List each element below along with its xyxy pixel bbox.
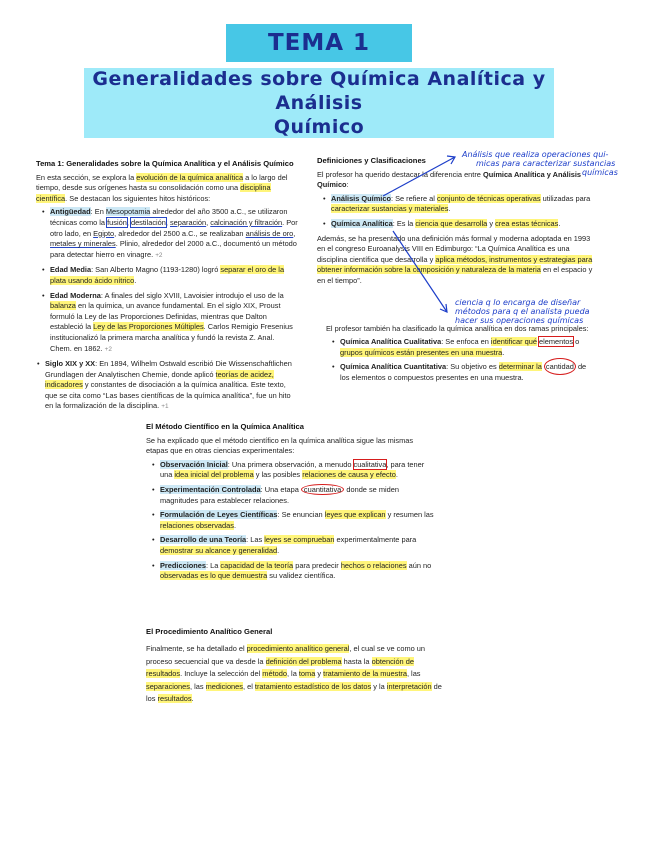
list-item: • Antigüedad: En Mesopotamia alrededor del año 3500 a.C., se utilizaron técnicas como la fusión, destilación, separación, calcinación y filtración. Por otro lado, en Egipto, alrededor del 2500 a.C., se realizaban análisis de oro, metales y minerales. Plinio, alrededor del 2000 a.C., documentó un método para detectar hierro en vinagre. +2: [41, 207, 298, 261]
arrow-line-1: [383, 157, 455, 196]
handwritten-note-2: ciencia q lo encarga de diseñar métodos para q el analista pueda hacer sus operaciones químicas: [455, 298, 590, 325]
method-heading: El Método Científico en la Química Analítica: [146, 422, 304, 431]
list-item: • Formulación de Leyes Científicas: Se enuncian leyes que explican y resumen las relaciones observadas.: [151, 510, 436, 531]
page-title: Generalidades sobre Química Analítica y Análisis Químico: [92, 68, 546, 138]
list-item: • Desarrollo de una Teoría: Las leyes se comprueban experimentalmente para demostrar su alcance y generalidad.: [151, 535, 436, 556]
list-item: • Experimentación Controlada: Una etapa cuantitativa donde se miden magnitudes para establecer relaciones.: [151, 485, 436, 506]
list-item: • Química Analítica: Es la ciencia que desarrolla y crea estas técnicas.: [322, 219, 597, 230]
definitions-heading: Definiciones y Clasificaciones: [317, 156, 426, 165]
history-heading: Tema 1: Generalidades sobre la Química Analítica y el Análisis Químico: [36, 159, 294, 168]
arrow-line-2: [393, 231, 447, 312]
list-item: • Edad Media: San Alberto Magno (1193-1280) logró separar el oro de la plata usando ácido nítrico.: [41, 265, 298, 286]
list-item: • Análisis Químico: Se refiere al conjunto de técnicas operativas utilizadas para caracterizar sustancias y materiales.: [322, 194, 597, 215]
list-item: • Predicciones: La capacidad de la teoría para predecir hechos o relaciones aún no observadas es lo que demuestra su validez científica.: [151, 561, 436, 582]
formal-definition: Además, se ha presentado una definición más formal y moderna adoptada en 1993 en el congreso Euroanalysis VIII en Edimburgo: “La Química Analítica es una disciplina científica que desarrolla y aplica métodos, instrumentos y estrategias para obtener información sobre la composición y naturaleza de la materia en el espacio y en el tiempo”.: [317, 233, 593, 285]
comment-meta: +1: [161, 403, 169, 411]
list-item: • Química Analítica Cualitativa: Se enfoca en identificar qué elementos o grupos químicos están presentes en una muestra.: [331, 337, 597, 358]
list-item: • Observación Inicial: Una primera observación, a menudo cualitativa, para tener una idea inicial del problema y las posibles relaciones de causa y efecto.: [151, 460, 436, 481]
method-intro: Se ha explicado que el método científico en la química analítica sigue las mismas etapas que en otras ciencias experimentales:: [146, 435, 414, 456]
comment-meta: +2: [104, 345, 112, 353]
comment-meta: +2: [155, 251, 163, 259]
tema-label: TEMA 1: [267, 30, 371, 56]
procedure-heading: El Procedimiento Analítico General: [146, 627, 273, 636]
history-intro: En esta sección, se explora la evolución de la química analítica a lo largo del tiempo, desde sus orígenes hasta su consolidación como una disciplina científica. Se destacan los siguientes hitos históricos:: [36, 172, 288, 203]
list-item: • Siglo XIX y XX: En 1894, Wilhelm Ostwald escribió Die Wissenschaftlichen Grundlagen der Analytischen Chemie, donde aplicó teorías de acidez, indicadores y constantes de disociación a la química analítica. Este texto, que se cita como “Las bases científicas de la química analítica”, fue un hito en la formalización de la disciplina. +1: [36, 359, 298, 413]
list-item: • Edad Moderna: A finales del siglo XVIII, Lavoisier introdujo el uso de la balanza en la química, un avance fundamental. En el siglo XIX, Proust formuló la Ley de las Proporciones Definidas, mientras que Dalton estableció la Ley de las Proporciones Múltiples. Carlos Remigio Fresenius institucionalizó la primera marcha analítica y fundó la revista Z. Anal. Chem. en 1862. +2: [41, 291, 298, 356]
handwritten-note-1: Análisis que realiza operaciones qui- micas para caracterizar sustancias químicas: [462, 150, 618, 177]
procedure-text: Finalmente, se ha detallado el procedimiento analítico general, el cual se ve como un proceso secuencial que va desde la definición del problema hasta la obtención de resultados. Incluye la selección del método, la toma y tratamiento de la muestra, las separaciones, las mediciones, el tratamiento estadístico de los datos y la interpretación de los resultados.: [146, 644, 442, 704]
definitions-intro: El profesor ha querido destacar la diferencia entre Química Analítica y Análisis Químico:: [317, 169, 582, 190]
ramas-intro: El profesor también ha clasificado la química analítica en dos ramas principales:: [326, 323, 589, 333]
arrowhead-1: [447, 156, 455, 164]
list-item: • Química Analítica Cuantitativa: Su objetivo es determinar la cantidad de los elementos o compuestos presentes en una muestra.: [331, 362, 597, 383]
